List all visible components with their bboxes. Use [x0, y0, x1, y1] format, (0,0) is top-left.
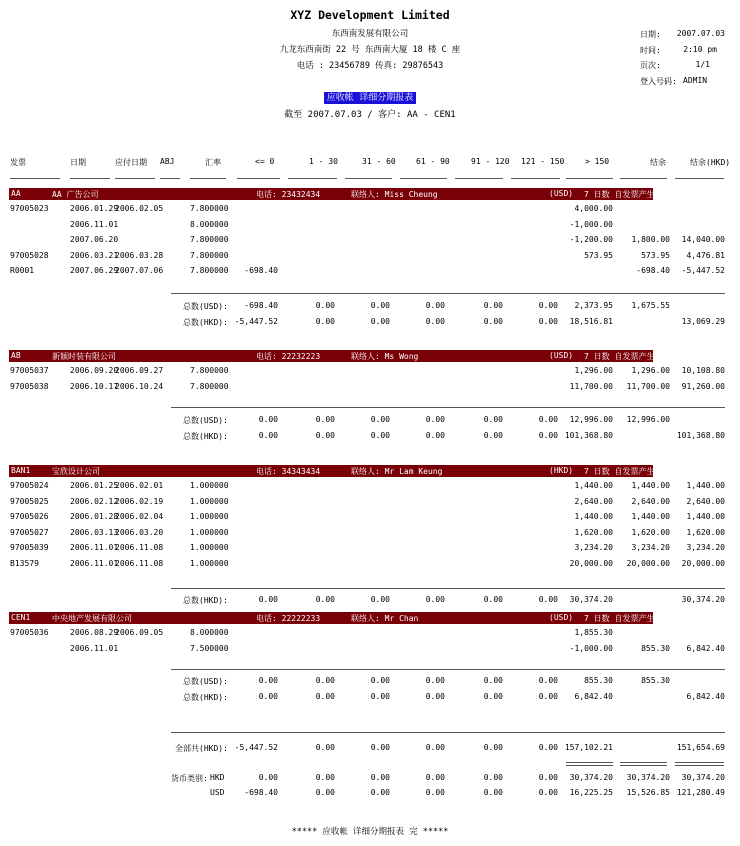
cell-rate: 1.000000	[190, 481, 229, 490]
cell-gt150: 2,373.95	[574, 301, 613, 310]
column-header: 121 - 150	[521, 157, 565, 166]
cell-le0: -698.40	[244, 266, 278, 275]
currency-code: USD	[210, 788, 225, 797]
total-row	[0, 692, 740, 704]
cell-rate: 1.000000	[190, 527, 229, 537]
cell-date: 2006.11.01	[70, 558, 119, 568]
page-value: 1/1	[695, 60, 710, 69]
cell-inv: 97005038	[10, 381, 49, 391]
cell-bal: 1,800.00	[631, 235, 670, 244]
cell-le0: 0.00	[258, 676, 278, 685]
column-header: 结余(HKD)	[690, 158, 731, 167]
cell-date: 2007.06.20	[70, 235, 119, 244]
cell-date: 2006.02.12	[70, 496, 119, 506]
cell-d90: 0.00	[425, 788, 445, 797]
cell-due: 2006.02.01	[115, 481, 164, 490]
time-value: 2:10 pm	[683, 45, 717, 54]
company-contact: 电话 : 23456789 传真: 29876543	[296, 61, 444, 71]
double-underline	[675, 762, 724, 766]
cell-inv: 97005025	[10, 496, 49, 506]
column-underline	[288, 178, 337, 179]
cell-le0: -698.40	[244, 788, 278, 797]
cell-gt150: -1,200.00	[569, 235, 613, 244]
cell-d90: 0.00	[425, 595, 445, 604]
column-underline	[70, 178, 110, 179]
cell-gt150: 12,996.00	[569, 415, 613, 424]
cell-due: 2006.11.08	[115, 543, 164, 552]
column-underline	[10, 178, 60, 179]
cell-gt150: 1,440.00	[574, 512, 613, 521]
cell-bal: -698.40	[636, 266, 670, 275]
column-header: ABJ	[160, 157, 175, 166]
cell-d30: 0.00	[315, 692, 335, 701]
cell-hkd: 20,000.00	[681, 558, 725, 568]
separator-line	[171, 588, 725, 589]
column-underline	[675, 178, 724, 179]
cell-hkd: 91,260.00	[681, 381, 725, 391]
login-value: ADMIN	[683, 76, 708, 85]
double-underline	[566, 762, 613, 766]
cell-inv: R0001	[10, 266, 35, 275]
invoice-row	[0, 559, 740, 571]
cell-hkd: 2,640.00	[686, 496, 725, 506]
invoice-row	[0, 204, 740, 216]
cell-bal: 1,440.00	[631, 481, 670, 490]
cell-d30: 0.00	[315, 595, 335, 604]
cell-hkd: 151,654.69	[676, 743, 725, 752]
cell-gt150: 2,640.00	[574, 496, 613, 506]
column-underline	[160, 178, 180, 179]
cell-bal: 20,000.00	[626, 558, 670, 568]
cell-due: 2007.07.06	[115, 266, 164, 275]
cell-bal: 3,234.20	[631, 543, 670, 552]
cell-gt150: 1,296.00	[574, 366, 613, 375]
invoice-row	[0, 644, 740, 656]
report-footer: ***** 应收帐 详细分期报表 完 *****	[291, 827, 449, 837]
cell-gt150: 18,516.81	[569, 317, 613, 326]
cell-d120: 0.00	[483, 431, 503, 440]
cell-rate: 1.000000	[190, 512, 229, 521]
customer-name: 新颖时装有限公司	[52, 352, 116, 361]
cell-date: 2006.10.17	[70, 381, 119, 391]
total-label: 总数(HKD):	[183, 596, 228, 605]
customer-currency: (USD)	[549, 613, 574, 622]
currency-summary-row	[0, 788, 740, 800]
cell-bal: 2,640.00	[631, 496, 670, 506]
cell-date: 2006.01.28	[70, 512, 119, 521]
cell-le0: -5,447.52	[234, 317, 278, 326]
column-underline	[400, 178, 447, 179]
customer-header-band	[9, 188, 653, 200]
total-label: 总数(USD):	[183, 302, 228, 311]
login-label: 登入号码:	[640, 77, 677, 86]
cell-gt150: -1,000.00	[569, 219, 613, 229]
cell-hkd: -5,447.52	[681, 266, 725, 275]
column-underline	[455, 178, 503, 179]
cell-hkd: 30,374.20	[681, 595, 725, 604]
customer-phone: 电话: 23432434	[256, 190, 321, 199]
cell-rate: 1.000000	[190, 496, 229, 506]
cell-date: 2006.03.21	[70, 250, 119, 260]
cell-bal: 1,675.55	[631, 301, 670, 310]
cell-gt150: 4,000.00	[574, 204, 613, 213]
cell-d90: 0.00	[425, 692, 445, 701]
cell-hkd: 1,440.00	[686, 512, 725, 521]
cell-gt150: 30,374.20	[569, 773, 613, 782]
grand-total-label: 全部共(HKD):	[175, 744, 228, 753]
cell-rate: 7.800000	[190, 235, 229, 244]
column-underline	[115, 178, 155, 179]
cell-inv: 97005039	[10, 543, 49, 552]
cell-due: 2006.02.19	[115, 496, 164, 506]
total-label: 总数(HKD):	[183, 318, 228, 327]
customer-contact: 联络人: Ms Wong	[351, 352, 419, 361]
customer-phone: 电话: 22222233	[256, 614, 321, 623]
customer-code: AB	[11, 351, 21, 360]
cell-bal: 1,296.00	[631, 366, 670, 375]
column-header: 发票	[10, 158, 26, 167]
column-header: 日期	[70, 158, 86, 167]
double-underline	[620, 762, 667, 766]
column-underline	[566, 178, 613, 179]
date-label: 日期:	[640, 30, 661, 39]
separator-line	[171, 732, 725, 733]
invoice-row	[0, 251, 740, 263]
customer-terms: 7 日数 自发票产生	[584, 614, 655, 623]
cell-gt150: 855.30	[584, 676, 613, 685]
cell-gt150: -1,000.00	[569, 643, 613, 653]
cell-hkd: 6,842.40	[686, 692, 725, 701]
cell-inv: 97005036	[10, 628, 49, 637]
customer-terms: 7 日数 自发票产生	[584, 467, 655, 476]
cell-date: 2006.09.20	[70, 366, 119, 375]
column-header: <= 0	[255, 157, 275, 166]
customer-contact: 联络人: Mr Lam Keung	[351, 467, 443, 476]
cell-due: 2006.09.27	[115, 366, 164, 375]
page-label: 页次:	[640, 61, 661, 70]
cell-d90: 0.00	[425, 301, 445, 310]
invoice-row	[0, 235, 740, 247]
cell-d150: 0.00	[538, 431, 558, 440]
cell-d90: 0.00	[425, 676, 445, 685]
total-label: 总数(HKD):	[183, 693, 228, 702]
cell-d60: 0.00	[370, 595, 390, 604]
cell-inv: 97005028	[10, 250, 49, 260]
invoice-row	[0, 497, 740, 509]
cell-le0: 0.00	[258, 773, 278, 782]
customer-currency: (USD)	[549, 189, 574, 198]
cell-hkd: 3,234.20	[686, 543, 725, 552]
company-name-cn: 东西南发展有限公司	[331, 29, 409, 39]
cell-gt150: 20,000.00	[569, 558, 613, 568]
cell-d150: 0.00	[538, 415, 558, 424]
cell-hkd: 121,280.49	[676, 788, 725, 797]
cell-d120: 0.00	[483, 595, 503, 604]
cell-hkd: 1,440.00	[686, 481, 725, 490]
customer-code: BAN1	[11, 466, 31, 475]
cell-gt150: 1,440.00	[574, 481, 613, 490]
cell-d120: 0.00	[483, 415, 503, 424]
cell-inv: 97005037	[10, 366, 49, 375]
invoice-row	[0, 382, 740, 394]
cell-due: 2006.02.04	[115, 512, 164, 521]
currency-summary-row	[0, 773, 740, 785]
cell-d60: 0.00	[370, 788, 390, 797]
customer-header-band	[9, 350, 653, 362]
cell-d30: 0.00	[315, 773, 335, 782]
cell-date: 2006.11.01	[70, 643, 119, 653]
cell-gt150: 101,368.80	[564, 431, 613, 440]
cell-due: 2006.02.05	[115, 204, 164, 213]
column-header: 91 - 120	[471, 157, 510, 166]
invoice-row	[0, 543, 740, 555]
cell-bal: 15,526.85	[626, 788, 670, 797]
cell-rate: 7.800000	[190, 250, 229, 260]
separator-line	[171, 669, 725, 670]
column-header: 应付日期	[115, 158, 147, 167]
cell-rate: 7.500000	[190, 643, 229, 653]
total-row	[0, 415, 740, 427]
cell-inv: 97005024	[10, 481, 49, 490]
invoice-row	[0, 366, 740, 378]
cell-d60: 0.00	[370, 676, 390, 685]
cell-rate: 7.800000	[190, 381, 229, 391]
cell-d60: 0.00	[370, 743, 390, 752]
cell-gt150: 11,700.00	[569, 381, 613, 391]
invoice-row	[0, 481, 740, 493]
cell-due: 2006.03.20	[115, 527, 164, 537]
cell-d30: 0.00	[315, 301, 335, 310]
cell-d120: 0.00	[483, 301, 503, 310]
invoice-row	[0, 220, 740, 232]
total-row	[0, 301, 740, 313]
cell-hkd: 6,842.40	[686, 643, 725, 653]
cell-gt150: 3,234.20	[574, 543, 613, 552]
cell-d150: 0.00	[538, 317, 558, 326]
cell-hkd: 30,374.20	[681, 773, 725, 782]
report-subtitle: 截至 2007.07.03 / 客户: AA - CEN1	[284, 110, 456, 120]
cell-le0: -5,447.52	[234, 743, 278, 752]
cell-bal: 1,440.00	[631, 512, 670, 521]
customer-name: AA 广告公司	[52, 190, 99, 199]
cell-due: 2006.03.28	[115, 250, 164, 260]
cell-hkd: 14,040.00	[681, 235, 725, 244]
cell-hkd: 10,108.80	[681, 366, 725, 375]
customer-phone: 电话: 34343434	[256, 467, 321, 476]
customer-terms: 7 日数 自发票产生	[584, 352, 655, 361]
customer-code: AA	[11, 189, 21, 198]
customer-currency: (USD)	[549, 351, 574, 360]
cell-le0: 0.00	[258, 692, 278, 701]
column-underline	[511, 178, 560, 179]
column-header: 结余	[650, 158, 666, 167]
column-header: 1 - 30	[309, 157, 338, 166]
cell-d30: 0.00	[315, 676, 335, 685]
cell-d120: 0.00	[483, 788, 503, 797]
cell-d30: 0.00	[315, 317, 335, 326]
cell-d60: 0.00	[370, 692, 390, 701]
separator-line	[171, 293, 725, 294]
currency-code: HKD	[210, 773, 225, 782]
cell-gt150: 1,855.30	[574, 628, 613, 637]
cell-hkd: 1,620.00	[686, 527, 725, 537]
cell-date: 2006.01.29	[70, 204, 119, 213]
total-label: 总数(USD):	[183, 416, 228, 425]
cell-hkd: 13,069.29	[681, 317, 725, 326]
total-row	[0, 676, 740, 688]
cell-rate: 7.800000	[190, 204, 229, 213]
cell-rate: 7.800000	[190, 266, 229, 275]
customer-terms: 7 日数 自发票产生	[584, 190, 655, 199]
cell-hkd: 4,476.81	[686, 250, 725, 260]
cell-date: 2006.01.25	[70, 481, 119, 490]
cell-date: 2007.06.29	[70, 266, 119, 275]
cell-d150: 0.00	[538, 743, 558, 752]
cell-bal: 1,620.00	[631, 527, 670, 537]
report-title: 应收帐 详细分期报表	[0, 90, 740, 103]
cell-d60: 0.00	[370, 415, 390, 424]
cell-inv: 97005023	[10, 204, 49, 213]
cell-d30: 0.00	[315, 431, 335, 440]
cell-d150: 0.00	[538, 301, 558, 310]
column-header: 汇率	[205, 158, 221, 167]
cell-d90: 0.00	[425, 415, 445, 424]
cell-inv: 97005026	[10, 512, 49, 521]
cell-bal: 30,374.20	[626, 773, 670, 782]
column-header: 31 - 60	[362, 157, 396, 166]
time-label: 时间:	[640, 46, 661, 55]
cell-d120: 0.00	[483, 743, 503, 752]
cell-d60: 0.00	[370, 431, 390, 440]
column-underline	[190, 178, 226, 179]
total-row	[0, 431, 740, 443]
invoice-row	[0, 512, 740, 524]
cell-le0: 0.00	[258, 595, 278, 604]
cell-date: 2006.08.29	[70, 628, 119, 637]
customer-name: 宝欣设计公司	[52, 467, 100, 476]
date-value: 2007.07.03	[676, 29, 725, 38]
cell-bal: 11,700.00	[626, 381, 670, 391]
cell-gt150: 6,842.40	[574, 692, 613, 701]
cell-d90: 0.00	[425, 431, 445, 440]
cell-due: 2006.11.08	[115, 558, 164, 568]
cell-d90: 0.00	[425, 317, 445, 326]
cell-gt150: 30,374.20	[569, 595, 613, 604]
customer-header-band	[9, 612, 653, 624]
column-header: 61 - 90	[416, 157, 450, 166]
cell-date: 2006.03.13	[70, 527, 119, 537]
cell-gt150: 157,102.21	[564, 743, 613, 752]
cell-d150: 0.00	[538, 788, 558, 797]
cell-d150: 0.00	[538, 692, 558, 701]
column-underline	[345, 178, 392, 179]
cell-le0: 0.00	[258, 415, 278, 424]
cell-d120: 0.00	[483, 317, 503, 326]
cell-hkd: 101,368.80	[676, 431, 725, 440]
cell-d60: 0.00	[370, 773, 390, 782]
cell-d120: 0.00	[483, 773, 503, 782]
cell-d30: 0.00	[315, 415, 335, 424]
cell-rate: 8.000000	[190, 628, 229, 637]
cell-gt150: 16,225.25	[569, 788, 613, 797]
cell-rate: 1.000000	[190, 543, 229, 552]
cell-date: 2006.11.01	[70, 219, 119, 229]
company-address: 九龙东西南街 22 号 东西南大厦 18 楼 C 座	[279, 45, 461, 55]
total-label: 总数(USD):	[183, 677, 228, 686]
cell-bal: 12,996.00	[626, 415, 670, 424]
cell-d150: 0.00	[538, 595, 558, 604]
cell-inv: 97005027	[10, 527, 49, 537]
column-underline	[620, 178, 667, 179]
cell-gt150: 1,620.00	[574, 527, 613, 537]
total-row	[0, 317, 740, 329]
cell-rate: 7.800000	[190, 366, 229, 375]
cell-d30: 0.00	[315, 743, 335, 752]
cell-due: 2006.10.24	[115, 381, 164, 391]
invoice-row	[0, 266, 740, 278]
cell-d60: 0.00	[370, 301, 390, 310]
cell-date: 2006.11.01	[70, 543, 119, 552]
cell-gt150: 573.95	[584, 250, 613, 260]
total-row	[0, 595, 740, 607]
company-name-en: XYZ Development Limited	[290, 8, 450, 22]
cell-inv: B13579	[10, 558, 39, 568]
customer-contact: 联络人: Mr Chan	[351, 614, 419, 623]
customer-contact: 联络人: Miss Cheung	[351, 190, 438, 199]
cell-d90: 0.00	[425, 743, 445, 752]
invoice-row	[0, 628, 740, 640]
cell-d150: 0.00	[538, 773, 558, 782]
column-header: > 150	[585, 157, 610, 166]
column-underline	[237, 178, 280, 179]
grand-total-row	[0, 743, 740, 755]
currency-summary-label: 货币类别:	[171, 774, 208, 783]
customer-header-band	[9, 465, 653, 477]
cell-bal: 855.30	[641, 643, 670, 653]
customer-code: CEN1	[11, 613, 31, 622]
cell-d120: 0.00	[483, 692, 503, 701]
cell-bal: 855.30	[641, 676, 670, 685]
cell-d30: 0.00	[315, 788, 335, 797]
cell-le0: 0.00	[258, 431, 278, 440]
customer-currency: (HKD)	[549, 466, 574, 475]
cell-rate: 1.000000	[190, 558, 229, 568]
cell-due: 2006.09.05	[115, 628, 164, 637]
invoice-row	[0, 528, 740, 540]
cell-d60: 0.00	[370, 317, 390, 326]
cell-d90: 0.00	[425, 773, 445, 782]
cell-d120: 0.00	[483, 676, 503, 685]
cell-rate: 8.000000	[190, 219, 229, 229]
customer-name: 中央地产发展有限公司	[52, 614, 132, 623]
customer-phone: 电话: 22232223	[256, 352, 321, 361]
cell-bal: 573.95	[641, 250, 670, 260]
separator-line	[171, 407, 725, 408]
total-label: 总数(HKD):	[183, 432, 228, 441]
cell-le0: -698.40	[244, 301, 278, 310]
cell-d150: 0.00	[538, 676, 558, 685]
